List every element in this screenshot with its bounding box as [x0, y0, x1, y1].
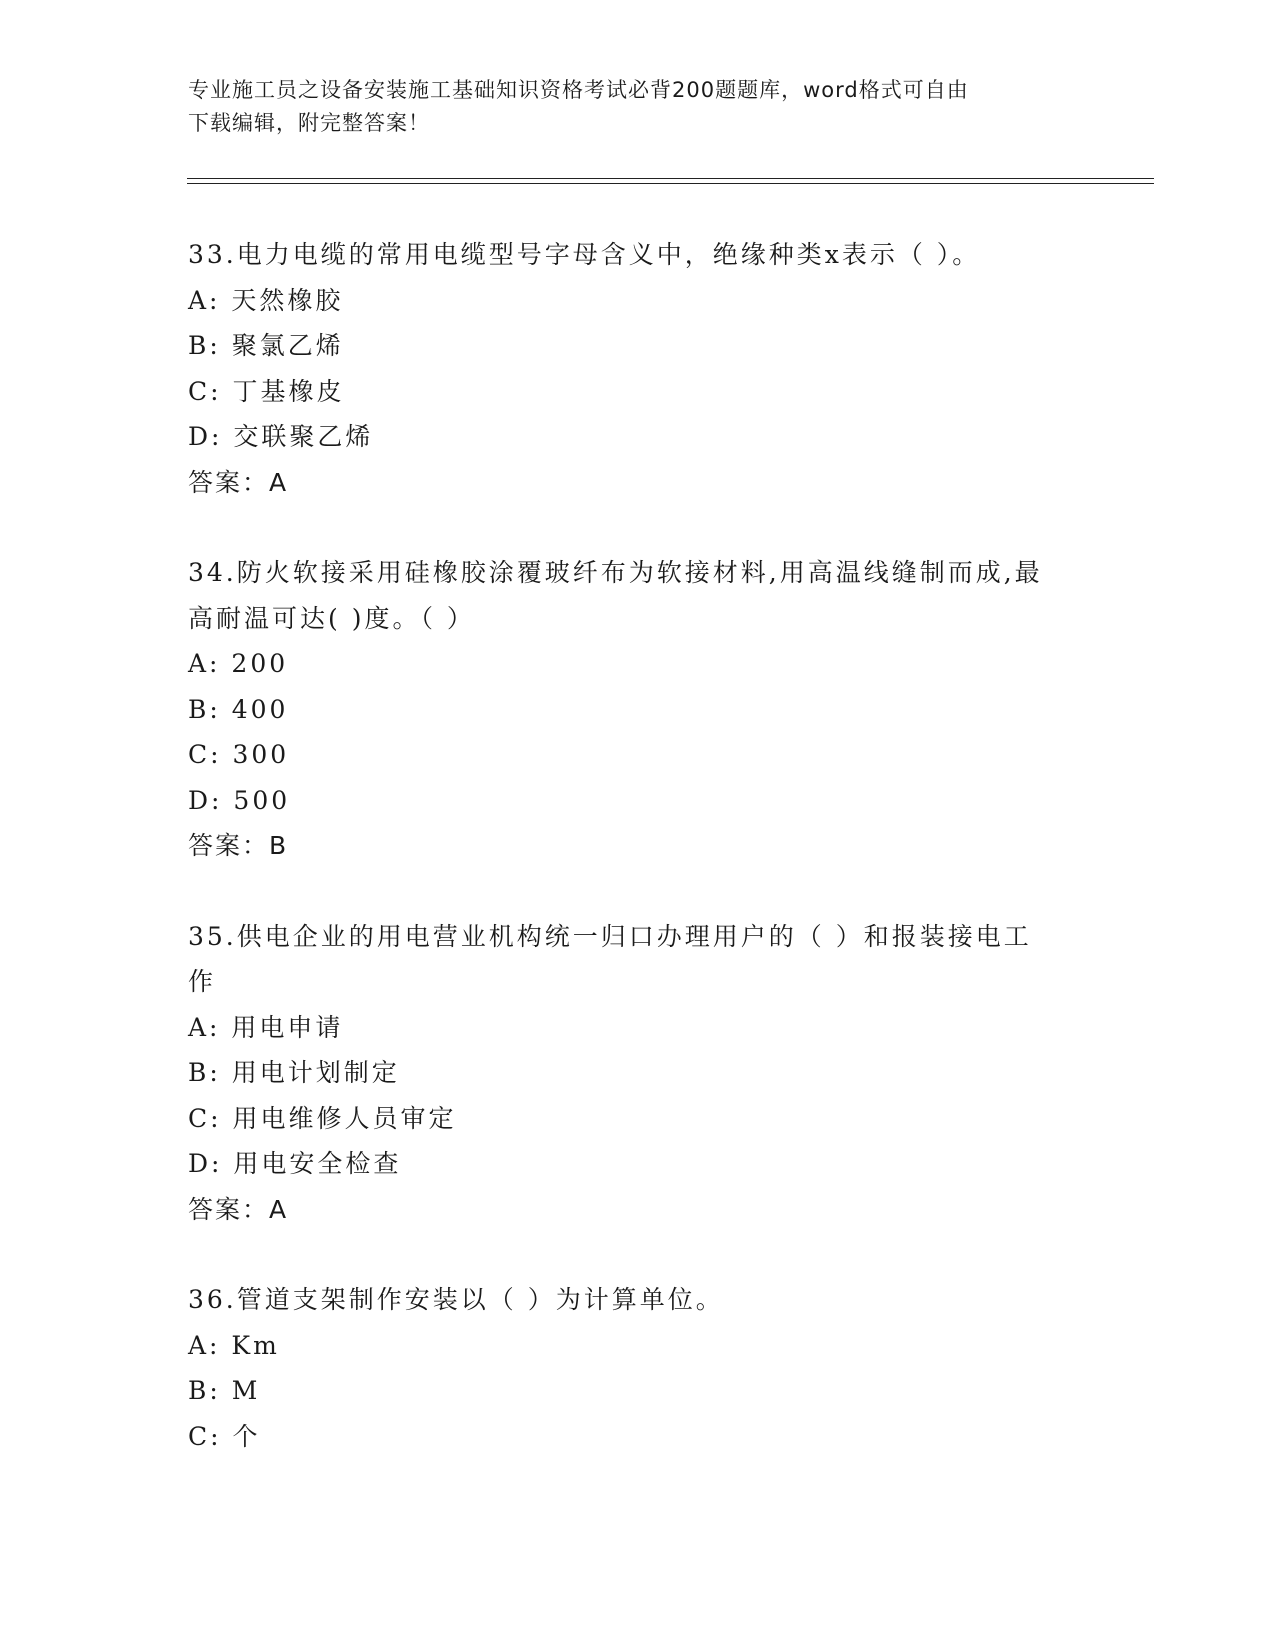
option-a: A: Km: [188, 1330, 280, 1360]
answer-label: 答案：B: [188, 831, 289, 860]
option-b: B: 聚氯乙烯: [188, 331, 344, 360]
option-c: C: 个: [188, 1421, 261, 1451]
question-36: [188, 1277, 1088, 1459]
option-b: B: 400: [188, 694, 289, 724]
question-33: [188, 232, 1088, 505]
question-text-line-2: 高耐温可达( )度。（ ）: [188, 603, 475, 633]
option-c: C: 丁基橡皮: [188, 376, 345, 406]
header-line-2: 下载编辑，附完整答案！: [188, 111, 430, 135]
question-35: [188, 914, 1088, 1233]
document-header: [188, 74, 1078, 140]
option-c: C: 300: [188, 740, 290, 769]
question-text-line-2: 作: [188, 967, 217, 996]
question-text-line-1: 34.防火软接采用硅橡胶涂覆玻纤布为软接材料,用高温线缝制而成,最: [188, 558, 1043, 587]
answer-label: 答案：A: [188, 467, 289, 497]
option-d: D: 500: [188, 785, 291, 815]
option-c: C: 用电维修人员审定: [188, 1103, 457, 1133]
question-text: 33.电力电缆的常用电缆型号字母含义中，绝缘种类x表示（ ）。: [188, 240, 981, 269]
header-divider-bottom: [187, 183, 1154, 184]
question-text: 36.管道支架制作安装以（ ）为计算单位。: [188, 1285, 724, 1314]
option-a: A: 天然橡胶: [188, 285, 344, 315]
option-b: B: 用电计划制定: [188, 1058, 400, 1087]
option-d: D: 用电安全检查: [188, 1149, 402, 1178]
option-a: A: 200: [188, 649, 289, 678]
question-list: [188, 232, 1088, 1459]
question-text-line-1: 35.供电企业的用电营业机构统一归口办理用户的（ ）和报装接电工: [188, 921, 1032, 951]
option-b: B: M: [188, 1376, 261, 1405]
answer-label: 答案：A: [188, 1194, 289, 1224]
option-d: D: 交联聚乙烯: [188, 422, 374, 451]
header-line-1: 专业施工员之设备安装施工基础知识资格考试必背200题题库，word格式可自由: [188, 78, 969, 102]
option-a: A: 用电申请: [188, 1012, 344, 1042]
header-divider-top: [187, 178, 1154, 179]
question-34: [188, 550, 1088, 869]
